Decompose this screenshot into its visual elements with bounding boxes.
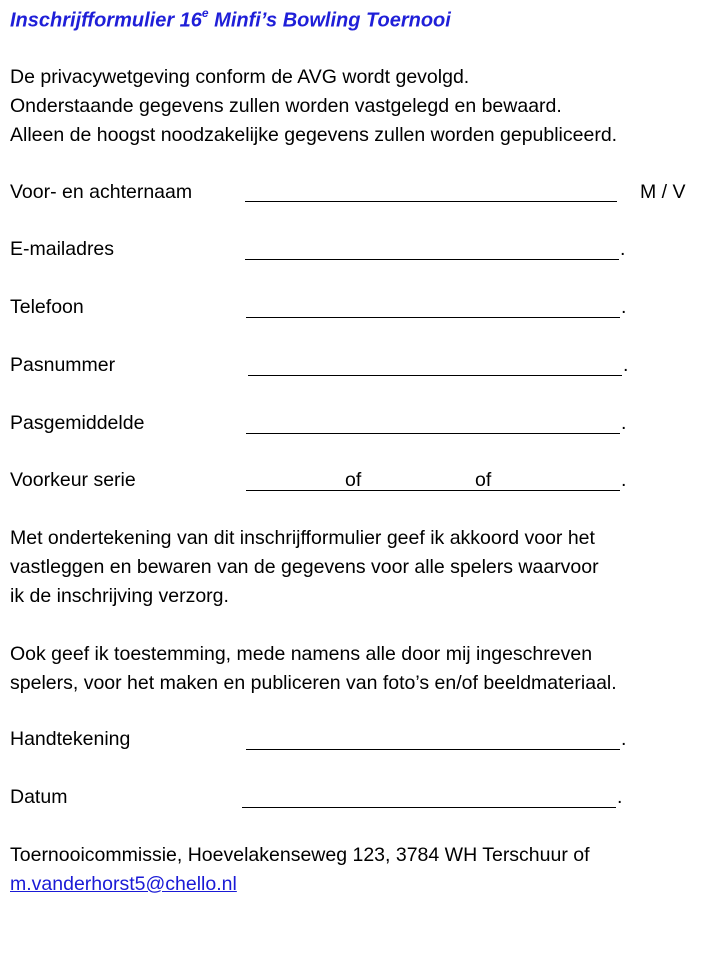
date-period: . [617,786,623,808]
signature-label: Handtekening [10,728,131,750]
pass-number-label: Pasnummer [10,354,116,376]
series-separator-1: of [345,469,362,491]
phone-period: . [621,296,627,318]
pass-average-label: Pasgemiddelde [10,412,145,434]
email-period: . [620,238,626,260]
email-label: E-mailadres [10,238,115,260]
series-period: . [621,469,627,491]
pass-number-input-line[interactable] [248,375,622,376]
photo-consent-line-1: Ook geef ik toestemming, mede namens alle door mij ingeschreven [10,643,593,665]
signature-period: . [621,728,627,750]
signature-input-line[interactable] [246,749,620,750]
title-superscript: e [201,6,209,20]
title-suffix: Minfi’s Bowling Toernooi [208,9,451,32]
footer-email-wrap [10,870,237,899]
series-label: Voorkeur serie [10,469,136,491]
name-input-line[interactable] [245,201,617,202]
photo-consent-line-2: spelers, voor het maken en publiceren van foto’s en/of beeldmateriaal. [10,672,617,694]
email-input-line[interactable] [245,259,619,260]
phone-input-line[interactable] [246,317,620,318]
series-input-line[interactable] [246,490,620,491]
pass-number-period: . [623,354,629,376]
intro-line-2: Onderstaande gegevens zullen worden vastgelegd en bewaard. [10,95,562,117]
consent-text [10,524,599,611]
intro-line-1: De privacywetgeving conform de AVG wordt gevolgd. [10,66,470,88]
gender-choice[interactable]: M / V [640,181,686,203]
date-input-line[interactable] [242,807,616,808]
form-title [10,8,451,33]
pass-average-period: . [621,412,627,434]
footer-address: Toernooicommissie, Hoevelakenseweg 123, 3784 WH Terschuur of [10,844,590,866]
contact-email-link[interactable]: m.vanderhorst5@chello.nl [10,873,237,895]
name-label: Voor- en achternaam [10,181,193,203]
intro-line-3: Alleen de hoogst noodzakelijke gegevens zullen worden gepubliceerd. [10,124,618,146]
date-label: Datum [10,786,68,808]
consent-line-1: Met ondertekening van dit inschrijfformulier geef ik akkoord voor het [10,527,595,549]
series-separator-2: of [475,469,492,491]
consent-line-2: vastleggen en bewaren van de gegevens voor alle spelers waarvoor [10,556,599,578]
pass-average-input-line[interactable] [246,433,620,434]
phone-label: Telefoon [10,296,84,318]
intro-text [10,63,617,150]
title-prefix: Inschrijfformulier 16 [10,9,202,32]
consent-line-3: ik de inschrijving verzorg. [10,585,229,607]
photo-consent-text [10,640,617,698]
